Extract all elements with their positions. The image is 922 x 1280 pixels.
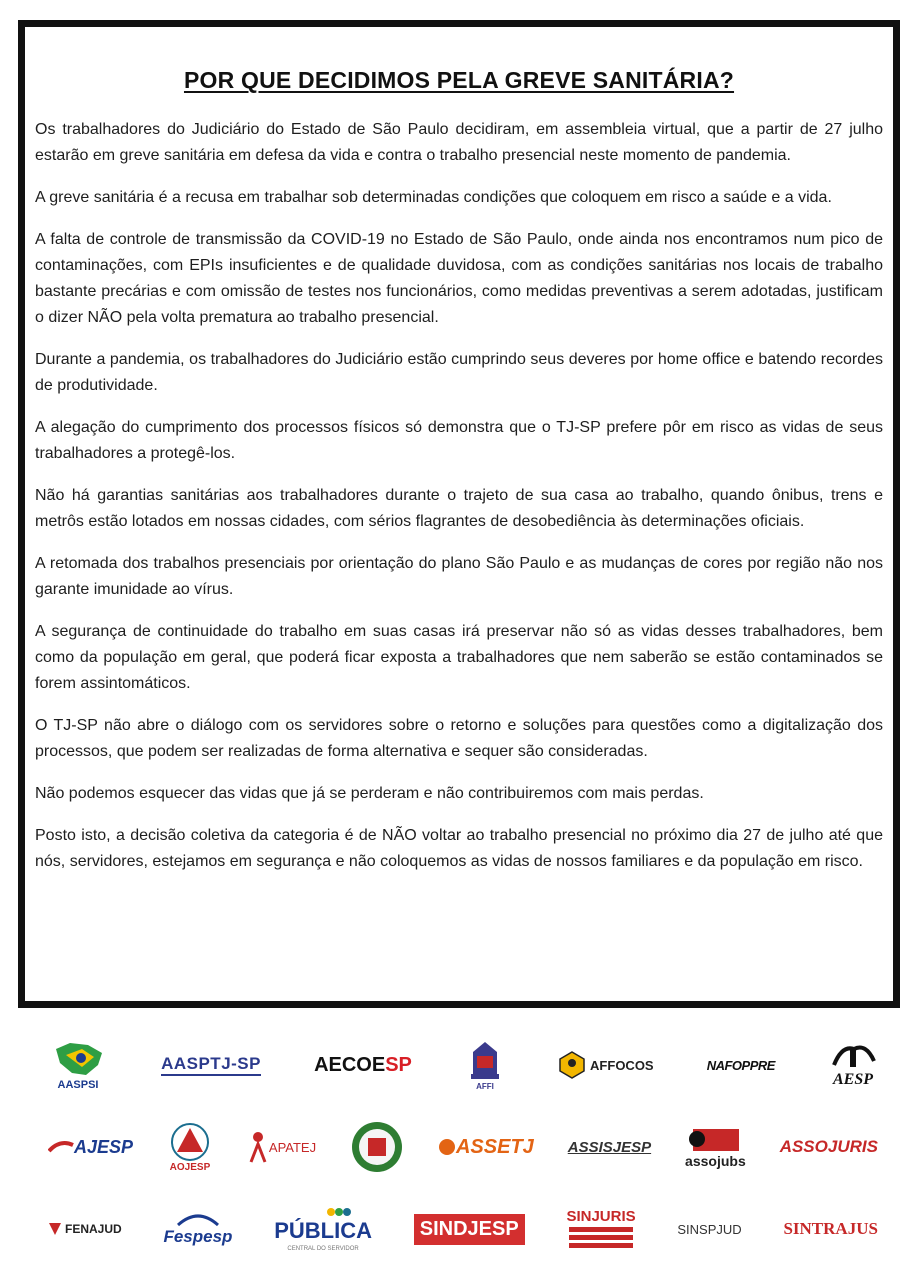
fespesp-arc-icon xyxy=(176,1211,220,1227)
apatej-figure-icon xyxy=(247,1130,269,1164)
logo-assojuris xyxy=(780,1119,878,1175)
assetj-dot-icon xyxy=(438,1138,456,1156)
logo-aesp-text: AESP xyxy=(832,1071,873,1088)
logo-sindjesp-text: SINDJESP xyxy=(414,1214,525,1245)
logo-apatej xyxy=(247,1119,316,1175)
paragraph-7: A retomada dos trabalhos presenciais por orientação do plano São Paulo e as mudanças de cores por região não nos garante imunidade ao vírus. xyxy=(35,555,883,598)
affi-crest-icon xyxy=(465,1040,505,1082)
logo-assetj-text: ASSETJ xyxy=(455,1135,534,1158)
logo-affi-text: AFFI xyxy=(476,1081,494,1091)
sinjuris-flag-icon xyxy=(569,1225,633,1251)
logo-sinjuris-text: SINJURIS xyxy=(566,1207,636,1225)
logo-row-1 xyxy=(48,1030,878,1100)
logo-assetj xyxy=(438,1119,534,1175)
paragraph-2: A greve sanitária é a recusa em trabalhar sob determinadas condições que coloquem em risco a saúde e a vida. xyxy=(35,189,832,206)
logo-aasptj xyxy=(161,1037,261,1093)
logo-nafoppre xyxy=(707,1037,775,1093)
logo-ajesp-text: AJESP xyxy=(74,1136,134,1157)
logo-publica xyxy=(274,1201,372,1257)
fenajud-mark-icon xyxy=(48,1222,62,1236)
aesp-scale-icon xyxy=(828,1041,878,1071)
assojubs-banner-icon xyxy=(685,1125,745,1153)
document-frame xyxy=(18,20,900,1008)
logo-row-2 xyxy=(48,1112,878,1182)
logo-sinspjud-text: SINSPJUD xyxy=(677,1221,742,1237)
brazil-map-icon xyxy=(48,1039,108,1079)
logo-fespesp-text: Fespesp xyxy=(163,1227,233,1246)
logo-assisjesp-text: ASSISJESP xyxy=(567,1138,652,1156)
logo-sinjuris xyxy=(566,1201,635,1257)
logo-apatej-text: APATEJ xyxy=(268,1139,317,1155)
logo-affocos-text: AFFOCOS xyxy=(590,1057,654,1073)
paragraph-11: Posto isto, a decisão coletiva da categoria é de NÃO voltar ao trabalho presencial no próximo dia 27 de julho até que nós, servidores, estejamos em segurança e não coloquemos as vidas de nossos familiares e da população em risco. xyxy=(35,827,883,870)
paragraph-5: A alegação do cumprimento dos processos físicos só demonstra que o TJ-SP prefere pôr em risco as vidas de seus trabalhadores a protegê-los. xyxy=(35,419,883,462)
logo-assojubs xyxy=(685,1119,746,1175)
logo-publica-subtitle: CENTRAL DO SERVIDOR xyxy=(287,1246,359,1252)
paragraph-4: Durante a pandemia, os trabalhadores do Judiciário estão cumprindo seus deveres por home office e batendo recordes de produtividade. xyxy=(35,351,883,394)
logo-seal xyxy=(350,1119,404,1175)
logo-affocos xyxy=(558,1037,654,1093)
logo-nafoppre-text: NAFOPPRE xyxy=(706,1057,775,1073)
logo-aecoesp-text-b: SP xyxy=(385,1053,412,1076)
logo-aecoesp xyxy=(314,1037,412,1093)
logo-fenajud xyxy=(48,1201,122,1257)
logo-row-3 xyxy=(48,1194,878,1264)
logo-sinspjud xyxy=(677,1201,741,1257)
logo-aasptj-text: AASPTJ-SP xyxy=(161,1054,261,1076)
round-seal-icon xyxy=(350,1120,404,1174)
logo-aaspsi-text: AASPSI xyxy=(57,1079,99,1091)
logo-affi xyxy=(465,1037,505,1093)
publica-people-icon xyxy=(293,1206,353,1218)
logo-assojubs-text: assojubs xyxy=(685,1153,746,1169)
logo-aojesp-text: AOJESP xyxy=(169,1161,211,1173)
ajesp-swoosh-icon xyxy=(48,1139,74,1155)
logo-fenajud-text: FENAJUD xyxy=(65,1222,122,1236)
logo-ajesp xyxy=(48,1119,133,1175)
logo-assisjesp xyxy=(568,1119,651,1175)
logo-aecoesp-text-a: AECOE xyxy=(314,1053,386,1076)
logo-aaspsi xyxy=(48,1037,108,1093)
document-title: POR QUE DECIDIMOS PELA GREVE SANITÁRIA? xyxy=(183,67,735,93)
paragraph-3: A falta de controle de transmissão da COVID-19 no Estado de São Paulo, onde ainda nos encontramos num pico de contaminações, com EPIs insuficientes e de qualidade duvidosa, com as condições sanitárias nos locais de trabalho bastante precárias e com omissão de testes nos funcionários, como medidas preventivas a serem adotadas, justificam o dizer NÃO pela volta prematura ao trabalho presencial. xyxy=(35,231,883,326)
paragraph-6: Não há garantias sanitárias aos trabalhadores durante o trajeto de sua casa ao trabalho, quando ônibus, trens e metrôs estão lotados em nossas cidades, com sérios flagrantes de desobediência às determinações oficiais. xyxy=(35,487,883,530)
logo-assojuris-text: ASSOJURIS xyxy=(779,1137,878,1156)
document-body xyxy=(35,117,883,891)
logo-fespesp xyxy=(163,1201,232,1257)
supporter-logos xyxy=(48,1030,878,1276)
logo-aojesp xyxy=(167,1119,213,1175)
paragraph-1: Os trabalhadores do Judiciário do Estado de São Paulo decidiram, em assembleia virtual, que a partir de 27 julho estarão em greve sanitária em defesa da vida e contra o trabalho presencial neste momento de pandemia. xyxy=(35,121,883,164)
logo-sintrajus-text: SINTRAJUS xyxy=(783,1219,878,1238)
logo-publica-text: PÚBLICA xyxy=(274,1218,372,1243)
logo-aesp xyxy=(828,1037,878,1093)
logo-sindjesp xyxy=(414,1201,525,1257)
aojesp-emblem-icon xyxy=(167,1122,213,1162)
paragraph-10: Não podemos esquecer das vidas que já se perderam e não contribuiremos com mais perdas. xyxy=(35,785,704,802)
paragraph-8: A segurança de continuidade do trabalho em suas casas irá preservar não só as vidas desses trabalhadores, bem como da população em geral, que poderá ficar exposta a trabalhadores que nem saberão se estão contaminados se forem assintomáticos. xyxy=(35,623,883,692)
affocos-hexagon-icon xyxy=(558,1051,586,1079)
logo-sintrajus xyxy=(783,1201,877,1257)
paragraph-9: O TJ-SP não abre o diálogo com os servidores sobre o retorno e soluções para questões como a digitalização dos processos, que podem ser realizadas de forma alternativa e sequer são consideradas. xyxy=(35,717,883,760)
